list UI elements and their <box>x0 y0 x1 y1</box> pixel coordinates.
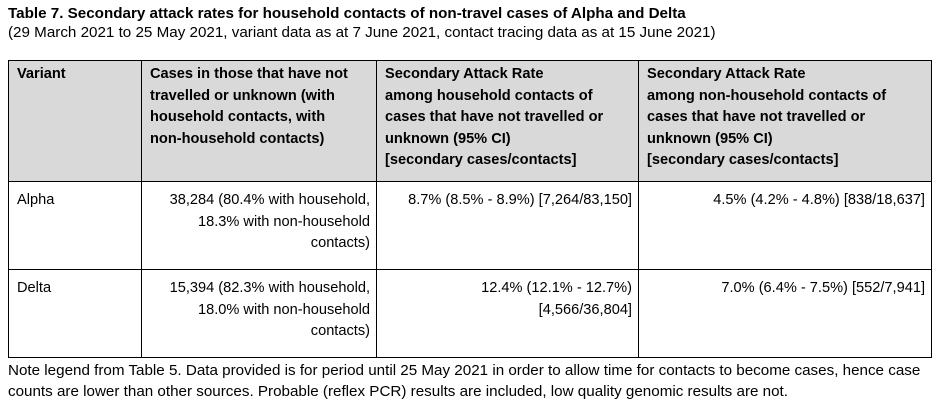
cell-cases-line: 18.0% with non-household <box>197 301 370 318</box>
cell-cases <box>142 182 377 270</box>
cell-sar-household-line: 8.7% (8.5% - 8.9%) [7,264/83,150] <box>408 192 632 208</box>
cell-sar-non-household <box>639 182 932 270</box>
header-sar-non-household-line: among non-household contacts of <box>647 87 887 104</box>
cell-variant <box>9 270 142 358</box>
table-title: Table 7. Secondary attack rates for household contacts of non-travel cases of Alpha and Delta <box>8 5 686 22</box>
cell-sar-non-household-line: 4.5% (4.2% - 4.8%) [838/18,637] <box>713 192 925 208</box>
cell-sar-household-line: 12.4% (12.1% - 12.7%) <box>481 280 632 296</box>
header-variant-line: Variant <box>17 66 66 82</box>
secondary-attack-rate-table <box>8 60 932 358</box>
header-sar-non-household-line: [secondary cases/contacts] <box>647 152 839 168</box>
table-row <box>9 182 932 270</box>
cell-sar-household <box>377 270 639 358</box>
header-cases-line: Cases in those that have not <box>150 66 348 82</box>
header-cases-line: household contacts, with <box>150 109 326 125</box>
cell-cases-line: contacts) <box>310 235 370 251</box>
cell-cases-line: 15,394 (82.3% with household, <box>169 280 370 296</box>
header-cases-line: travelled or unknown (with <box>150 87 335 104</box>
header-row <box>9 61 932 182</box>
cell-sar-household <box>377 182 639 270</box>
table-subtitle: (29 March 2021 to 25 May 2021, variant data as at 7 June 2021, contact tracing data as at 15 June 2021) <box>8 24 716 41</box>
cell-cases-line: 18.3% with non-household <box>197 213 370 230</box>
header-sar-household-line: Secondary Attack Rate <box>385 66 544 82</box>
header-sar-non-household-line: cases that have not travelled or <box>647 109 866 125</box>
cell-cases-line: contacts) <box>310 323 370 339</box>
table-note: Note legend from Table 5. Data provided is for period until 25 May 2021 in order to allow time for contacts to become cases, hence case counts are lower than other sources. Probable (reflex PCR) results are included, low quality genomic results are not. <box>8 362 921 400</box>
cell-variant-line: Alpha <box>17 192 55 208</box>
header-sar-household-line: among household contacts of <box>385 87 593 104</box>
header-sar-non-household-line: Secondary Attack Rate <box>647 66 806 82</box>
header-sar-household-line: cases that have not travelled or <box>385 109 604 125</box>
cell-sar-non-household <box>639 270 932 358</box>
header-sar-household-line: [secondary cases/contacts] <box>385 152 577 168</box>
header-variant <box>9 61 142 182</box>
header-cases-line: non-household contacts) <box>150 130 325 147</box>
header-cases <box>142 61 377 182</box>
cell-cases-line: 38,284 (80.4% with household, <box>169 192 370 208</box>
cell-sar-household-line: [4,566/36,804] <box>538 301 632 318</box>
header-sar-household <box>377 61 639 182</box>
table-row <box>9 270 932 358</box>
cell-variant-line: Delta <box>17 280 52 296</box>
cell-sar-non-household-line: 7.0% (6.4% - 7.5%) [552/7,941] <box>721 280 925 296</box>
header-sar-non-household <box>639 61 932 182</box>
header-sar-non-household-line: unknown (95% CI) <box>647 130 773 147</box>
cell-variant <box>9 182 142 270</box>
cell-cases <box>142 270 377 358</box>
header-sar-household-line: unknown (95% CI) <box>385 130 511 147</box>
